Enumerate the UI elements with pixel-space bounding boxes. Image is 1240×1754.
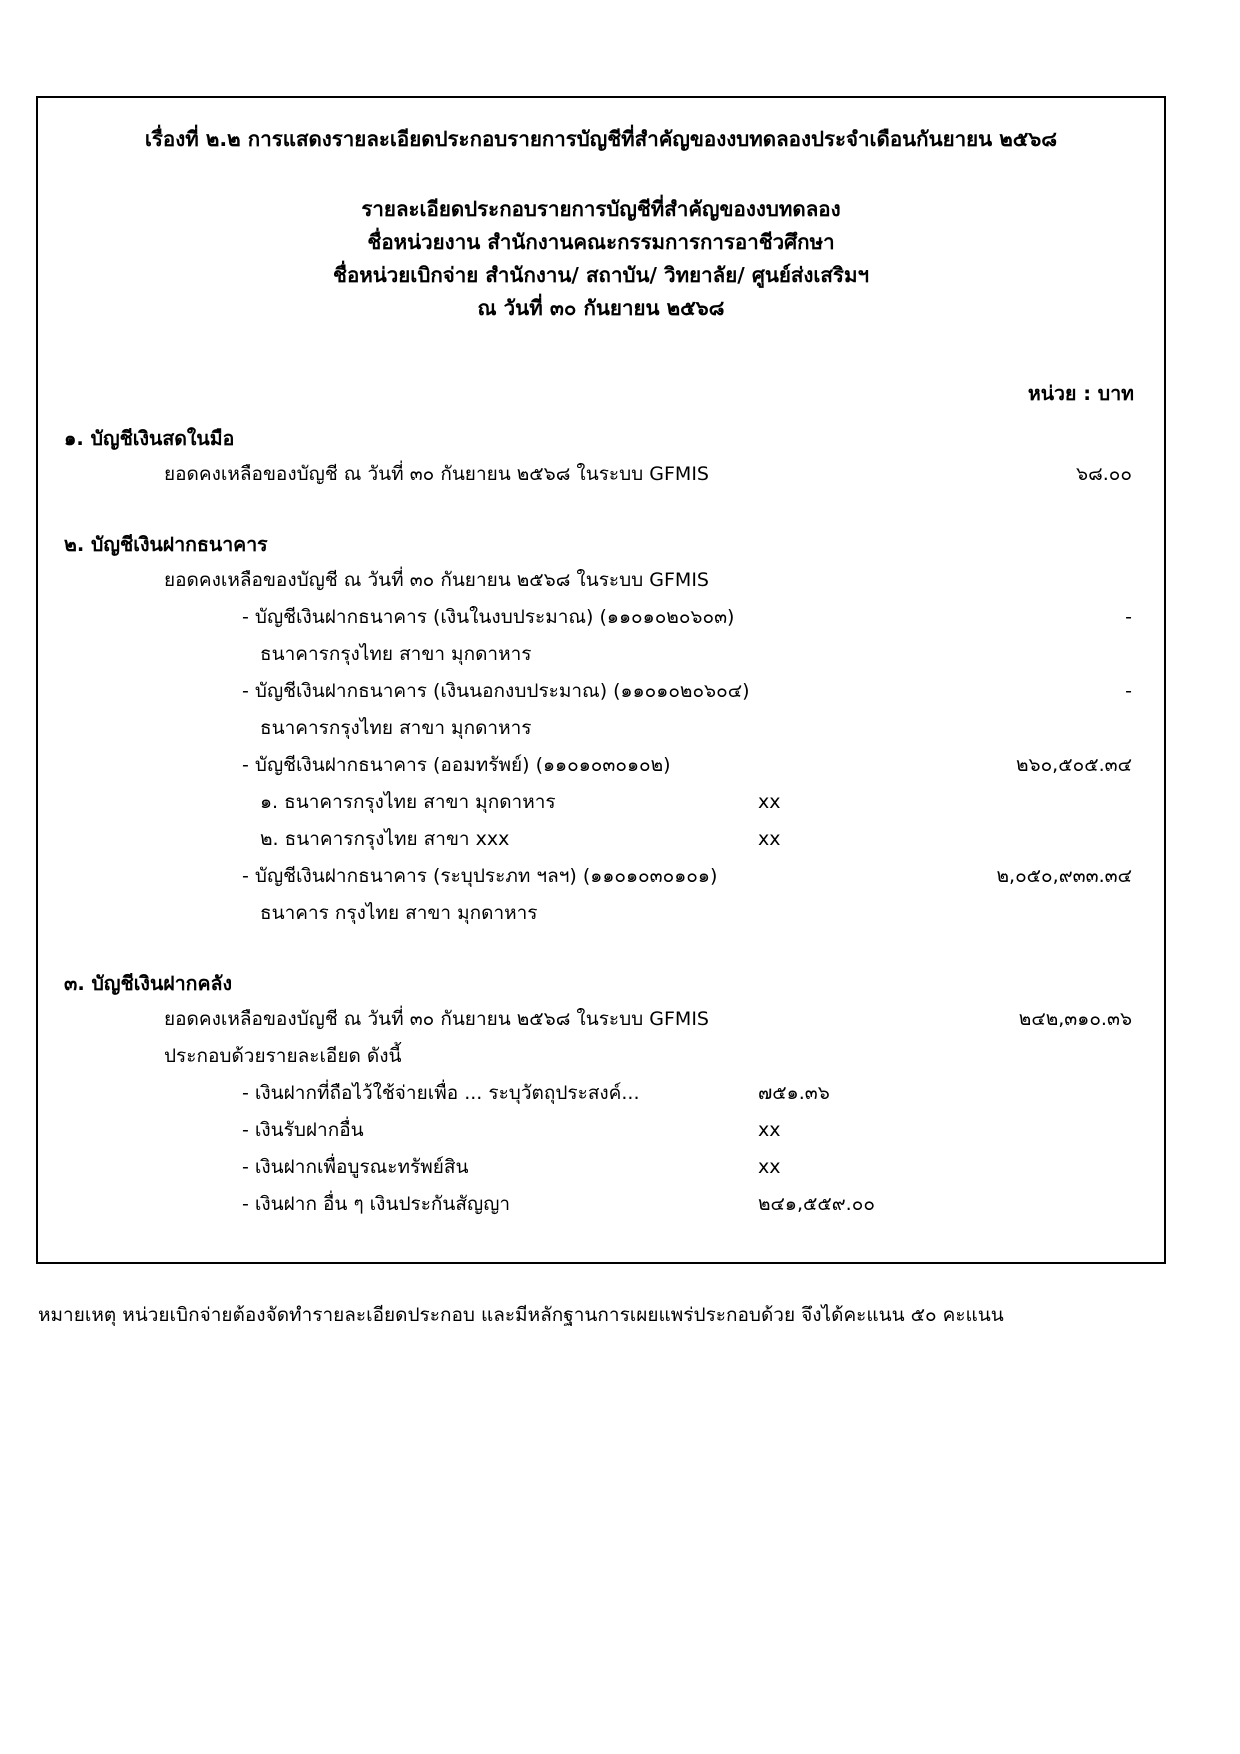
section-bank-deposit — [64, 529, 1138, 932]
row-amount: ๗๕๑.๓๖ — [758, 1082, 830, 1105]
detail-row — [64, 673, 1138, 710]
detail-row — [64, 1186, 1138, 1223]
footer-note: หมายเหตุ หน่วยเบิกจ่ายต้องจัดทำรายละเอียดประกอบ และมีหลักฐานการเผยแพร่ประกอบด้วย จึงได้คะแนน ๕๐ คะแนน — [38, 1304, 1004, 1326]
row-amount: - — [1125, 605, 1132, 628]
row-amount: ๖๘.๐๐ — [1076, 462, 1132, 485]
row-label: - บัญชีเงินฝากธนาคาร (ออมทรัพย์) (๑๑๐๑๐๓๐๑๐๒) — [242, 753, 671, 776]
section-treasury-deposit — [64, 968, 1138, 1223]
header-line-agency-name: ชื่อหน่วยงาน สำนักงานคณะกรรมการการอาชีวศึกษา — [367, 229, 835, 254]
row-label: - เงินฝาก อื่น ๆ เงินประกันสัญญา — [242, 1193, 511, 1216]
section-gap — [64, 932, 1138, 954]
detail-row — [64, 599, 1138, 636]
detail-row — [64, 636, 1138, 673]
detail-row — [64, 895, 1138, 932]
row-amount: ๒๔๑,๕๕๙.๐๐ — [758, 1193, 875, 1216]
detail-row — [64, 1075, 1138, 1112]
header-line-disbursing-unit: ชื่อหน่วยเบิกจ่าย สำนักงาน/ สถาบัน/ วิทยาลัย/ ศูนย์ส่งเสริมฯ — [333, 263, 869, 288]
detail-row — [64, 1149, 1138, 1186]
row-amount: xx — [758, 1156, 781, 1179]
section-gap — [64, 493, 1138, 515]
section-title: ๒. บัญชีเงินฝากธนาคาร — [64, 532, 268, 556]
document-border-box — [36, 96, 1166, 1264]
row-amount: ๒,๐๕๐,๙๓๓.๓๔ — [996, 864, 1132, 887]
row-amount: ๒๔๒,๓๑๐.๓๖ — [1018, 1008, 1132, 1031]
detail-row — [64, 747, 1138, 784]
section-title: ๓. บัญชีเงินฝากคลัง — [64, 972, 232, 996]
row-label: ธนาคารกรุงไทย สาขา มุกดาหาร — [260, 642, 532, 665]
section-cash-on-hand — [64, 423, 1138, 493]
detail-row — [64, 562, 1138, 599]
detail-row — [64, 456, 1138, 493]
row-label: ๒. ธนาคารกรุงไทย สาขา xxx — [260, 827, 510, 850]
row-label: ยอดคงเหลือของบัญชี ณ วันที่ ๓๐ กันยายน ๒๕๖๘ ในระบบ GFMIS — [164, 1008, 709, 1031]
row-label: - เงินรับฝากอื่น — [242, 1119, 364, 1142]
detail-row — [64, 1038, 1138, 1075]
row-label: ธนาคารกรุงไทย สาขา มุกดาหาร — [260, 716, 532, 739]
row-label: - บัญชีเงินฝากธนาคาร (ระบุประภท ฯลฯ) (๑๑๐๑๐๓๐๑๐๑) — [242, 864, 718, 887]
unit-label: หน่วย : บาท — [1027, 381, 1134, 405]
detail-row — [64, 858, 1138, 895]
row-amount: - — [1125, 679, 1132, 702]
detail-row — [64, 1112, 1138, 1149]
row-label: - บัญชีเงินฝากธนาคาร (เงินในงบประมาณ) (๑๑๐๑๐๒๐๖๐๓) — [242, 605, 735, 628]
detail-row — [64, 784, 1138, 821]
row-label: - บัญชีเงินฝากธนาคาร (เงินนอกงบประมาณ) (๑๑๐๑๐๒๐๖๐๔) — [242, 679, 750, 702]
detail-row — [64, 821, 1138, 858]
header-line-report-name: รายละเอียดประกอบรายการบัญชีที่สำคัญของงบทดลอง — [361, 196, 841, 221]
row-label: ธนาคาร กรุงไทย สาขา มุกดาหาร — [260, 902, 538, 925]
header-line-as-of-date: ณ วันที่ ๓๐ กันยายน ๒๕๖๘ — [477, 296, 725, 321]
section-title: ๑. บัญชีเงินสดในมือ — [64, 426, 235, 450]
detail-row — [64, 1001, 1138, 1038]
document-header-block — [64, 193, 1138, 326]
row-amount: xx — [758, 790, 781, 813]
row-label: ประกอบด้วยรายละเอียด ดังนี้ — [164, 1045, 402, 1068]
page-title: เรื่องที่ ๒.๒ การแสดงรายละเอียดประกอบรายการบัญชีที่สำคัญของงบทดลองประจำเดือนกันยายน ๒๕๖๘ — [144, 127, 1058, 151]
row-label: ๑. ธนาคารกรุงไทย สาขา มุกดาหาร — [260, 790, 556, 813]
row-amount: xx — [758, 1119, 781, 1142]
row-label: ยอดคงเหลือของบัญชี ณ วันที่ ๓๐ กันยายน ๒๕๖๘ ในระบบ GFMIS — [164, 462, 709, 485]
row-label: - เงินฝากที่ถือไว้ใช้จ่ายเพื่อ ... ระบุวัตถุประสงค์... — [242, 1082, 640, 1105]
row-label: ยอดคงเหลือของบัญชี ณ วันที่ ๓๐ กันยายน ๒๕๖๘ ในระบบ GFMIS — [164, 568, 709, 591]
row-amount: ๒๖๐,๕๐๕.๓๔ — [1016, 753, 1132, 776]
row-amount: xx — [758, 827, 781, 850]
detail-row — [64, 710, 1138, 747]
row-label: - เงินฝากเพื่อบูรณะทรัพย์สิน — [242, 1156, 469, 1179]
